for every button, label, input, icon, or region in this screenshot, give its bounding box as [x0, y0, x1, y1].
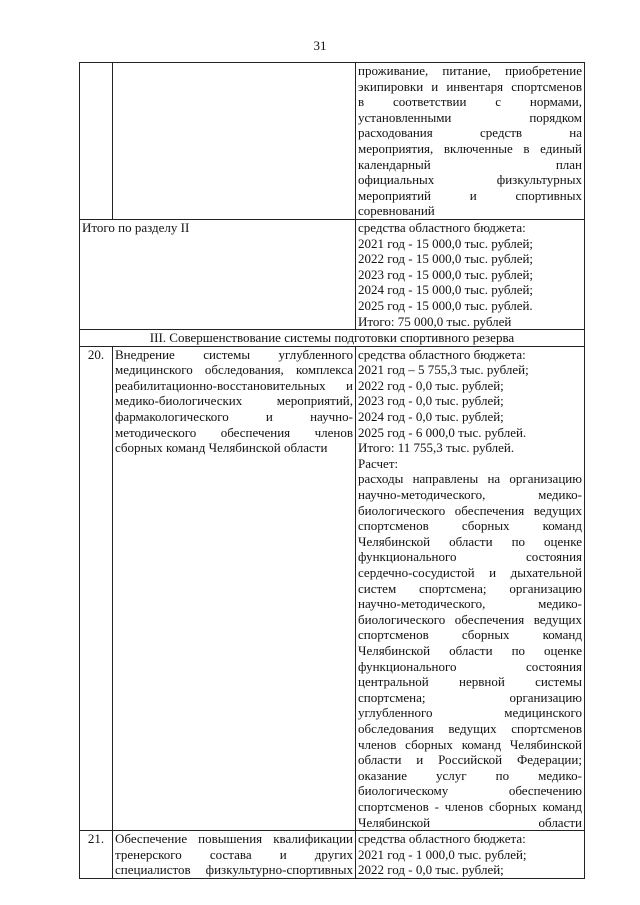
text-line: научно-методического, медико- [358, 596, 582, 612]
text-line: мероприятия, включенные в единый [358, 140, 582, 156]
text-line: в соответствии с нормами, [358, 94, 582, 110]
text-line: мероприятий и спортивных [358, 187, 582, 203]
cell-num [80, 63, 113, 220]
text-line: функционального состояния [358, 549, 582, 565]
text-line: области и Российской Федерации; [358, 752, 582, 768]
text-line: центральной нервной системы [358, 674, 582, 690]
cell-name [113, 63, 356, 220]
text-line: установленными порядком [358, 109, 582, 125]
text-line: тренерского состава и других [115, 846, 353, 862]
text-line: специалистов физкультурно-спортивных [115, 862, 353, 878]
cell-section-total-label [80, 219, 356, 329]
text-line: экипировки и инвентаря спортсменов [358, 78, 582, 94]
page-number: 31 [313, 38, 327, 53]
text-line: проживание, питание, приобретение [358, 63, 582, 78]
text-line: медицинского обследования, комплекса [115, 362, 353, 378]
text-line: биологического обеспечения ведущих [358, 611, 582, 627]
text-line: спортсменов сборных команд [358, 627, 582, 643]
text-line: медико-биологических мероприятий, [115, 393, 353, 409]
program-table [79, 62, 585, 879]
row-number: 21. [80, 831, 113, 879]
text-line: 2022 год - 0,0 тыс. рублей; [358, 377, 504, 393]
text-line: Челябинской области по оценке [358, 642, 582, 658]
text-line: расходы направлены на организацию [358, 471, 582, 487]
text-line: календарный план [358, 156, 582, 172]
text-line: биологическому обеспечению [358, 783, 582, 799]
text-line: 2021 год - 15 000,0 тыс. рублей; [358, 235, 534, 251]
text-line: 2025 год - 6 000,0 тыс. рублей. [358, 424, 527, 440]
text-line: 2021 год - 1 000,0 тыс. рублей; [358, 846, 527, 862]
text-line: средства областного бюджета: [358, 219, 526, 235]
text-line: 2022 год - 0,0 тыс. рублей; [358, 862, 504, 878]
table-row-section-total [80, 219, 585, 329]
text-line: спортсменов сборных команд [358, 518, 582, 534]
text-line: углубленного медицинского [358, 705, 582, 721]
text-line: биологического обеспечения ведущих [358, 502, 582, 518]
text-line: спортсмена; организацию [358, 689, 582, 705]
text-line: Челябинской области [358, 814, 582, 830]
text-line: средства областного бюджета: [358, 831, 526, 847]
table-row-continuation [80, 63, 585, 220]
row-number: 20. [80, 346, 113, 830]
text-line: оказание услуг по медико- [358, 767, 582, 783]
text-line: 2025 год - 15 000,0 тыс. рублей. [358, 297, 533, 313]
text-line: научно-методического, медико- [358, 487, 582, 503]
text-line: Обеспечение повышения квалификации [115, 831, 353, 847]
section-total-label: Итого по разделу II [82, 219, 190, 235]
text-line: соревнований [358, 203, 435, 219]
text-line: членов сборных команд Челябинской [358, 736, 582, 752]
text-line: систем спортсмена; организацию [358, 580, 582, 596]
measure-name [113, 346, 356, 830]
section-header: III. Совершенствование системы подготовки спортивного резерва [80, 330, 585, 347]
text-line: обследования ведущих спортсменов [358, 720, 582, 736]
text-line: реабилитационно-восстановительных и [115, 377, 353, 393]
text-line: средства областного бюджета: [358, 346, 526, 362]
text-line: Расчет: [358, 455, 399, 471]
cell-finance [356, 63, 585, 220]
cell-finance [356, 831, 585, 879]
text-line: сборных команд Челябинской области [115, 440, 328, 456]
table-row-section-header [80, 330, 585, 347]
text-line: 2023 год - 15 000,0 тыс. рублей; [358, 266, 534, 282]
text-line: официальных физкультурных [358, 172, 582, 188]
text-line: 2023 год - 0,0 тыс. рублей; [358, 393, 504, 409]
text-line: 2021 год – 5 755,3 тыс. рублей; [358, 362, 529, 378]
text-line: 2024 год - 15 000,0 тыс. рублей; [358, 282, 534, 298]
table-row [80, 831, 585, 879]
text-line: Итого: 11 755,3 тыс. рублей. [358, 440, 515, 456]
text-line: спортсменов - членов сборных команд [358, 798, 582, 814]
text-line: методического обеспечения членов [115, 424, 353, 440]
text-line: 2022 год - 15 000,0 тыс. рублей; [358, 251, 534, 267]
measure-name [113, 831, 356, 879]
text-line: Итого: 75 000,0 тыс. рублей [358, 313, 512, 329]
text-line: Внедрение системы углубленного [115, 346, 353, 362]
text-line: сердечно-сосудистой и дыхательной [358, 565, 582, 580]
text-line: 2024 год - 0,0 тыс. рублей; [358, 409, 504, 425]
cell-finance [356, 346, 585, 830]
table-row [80, 346, 585, 830]
cell-finance [356, 219, 585, 329]
text-line: расходования средств на [358, 125, 582, 141]
text-line: Челябинской области по оценке [358, 533, 582, 549]
text-line: фармакологического и научно- [115, 409, 353, 425]
text-line: функционального состояния [358, 658, 582, 674]
